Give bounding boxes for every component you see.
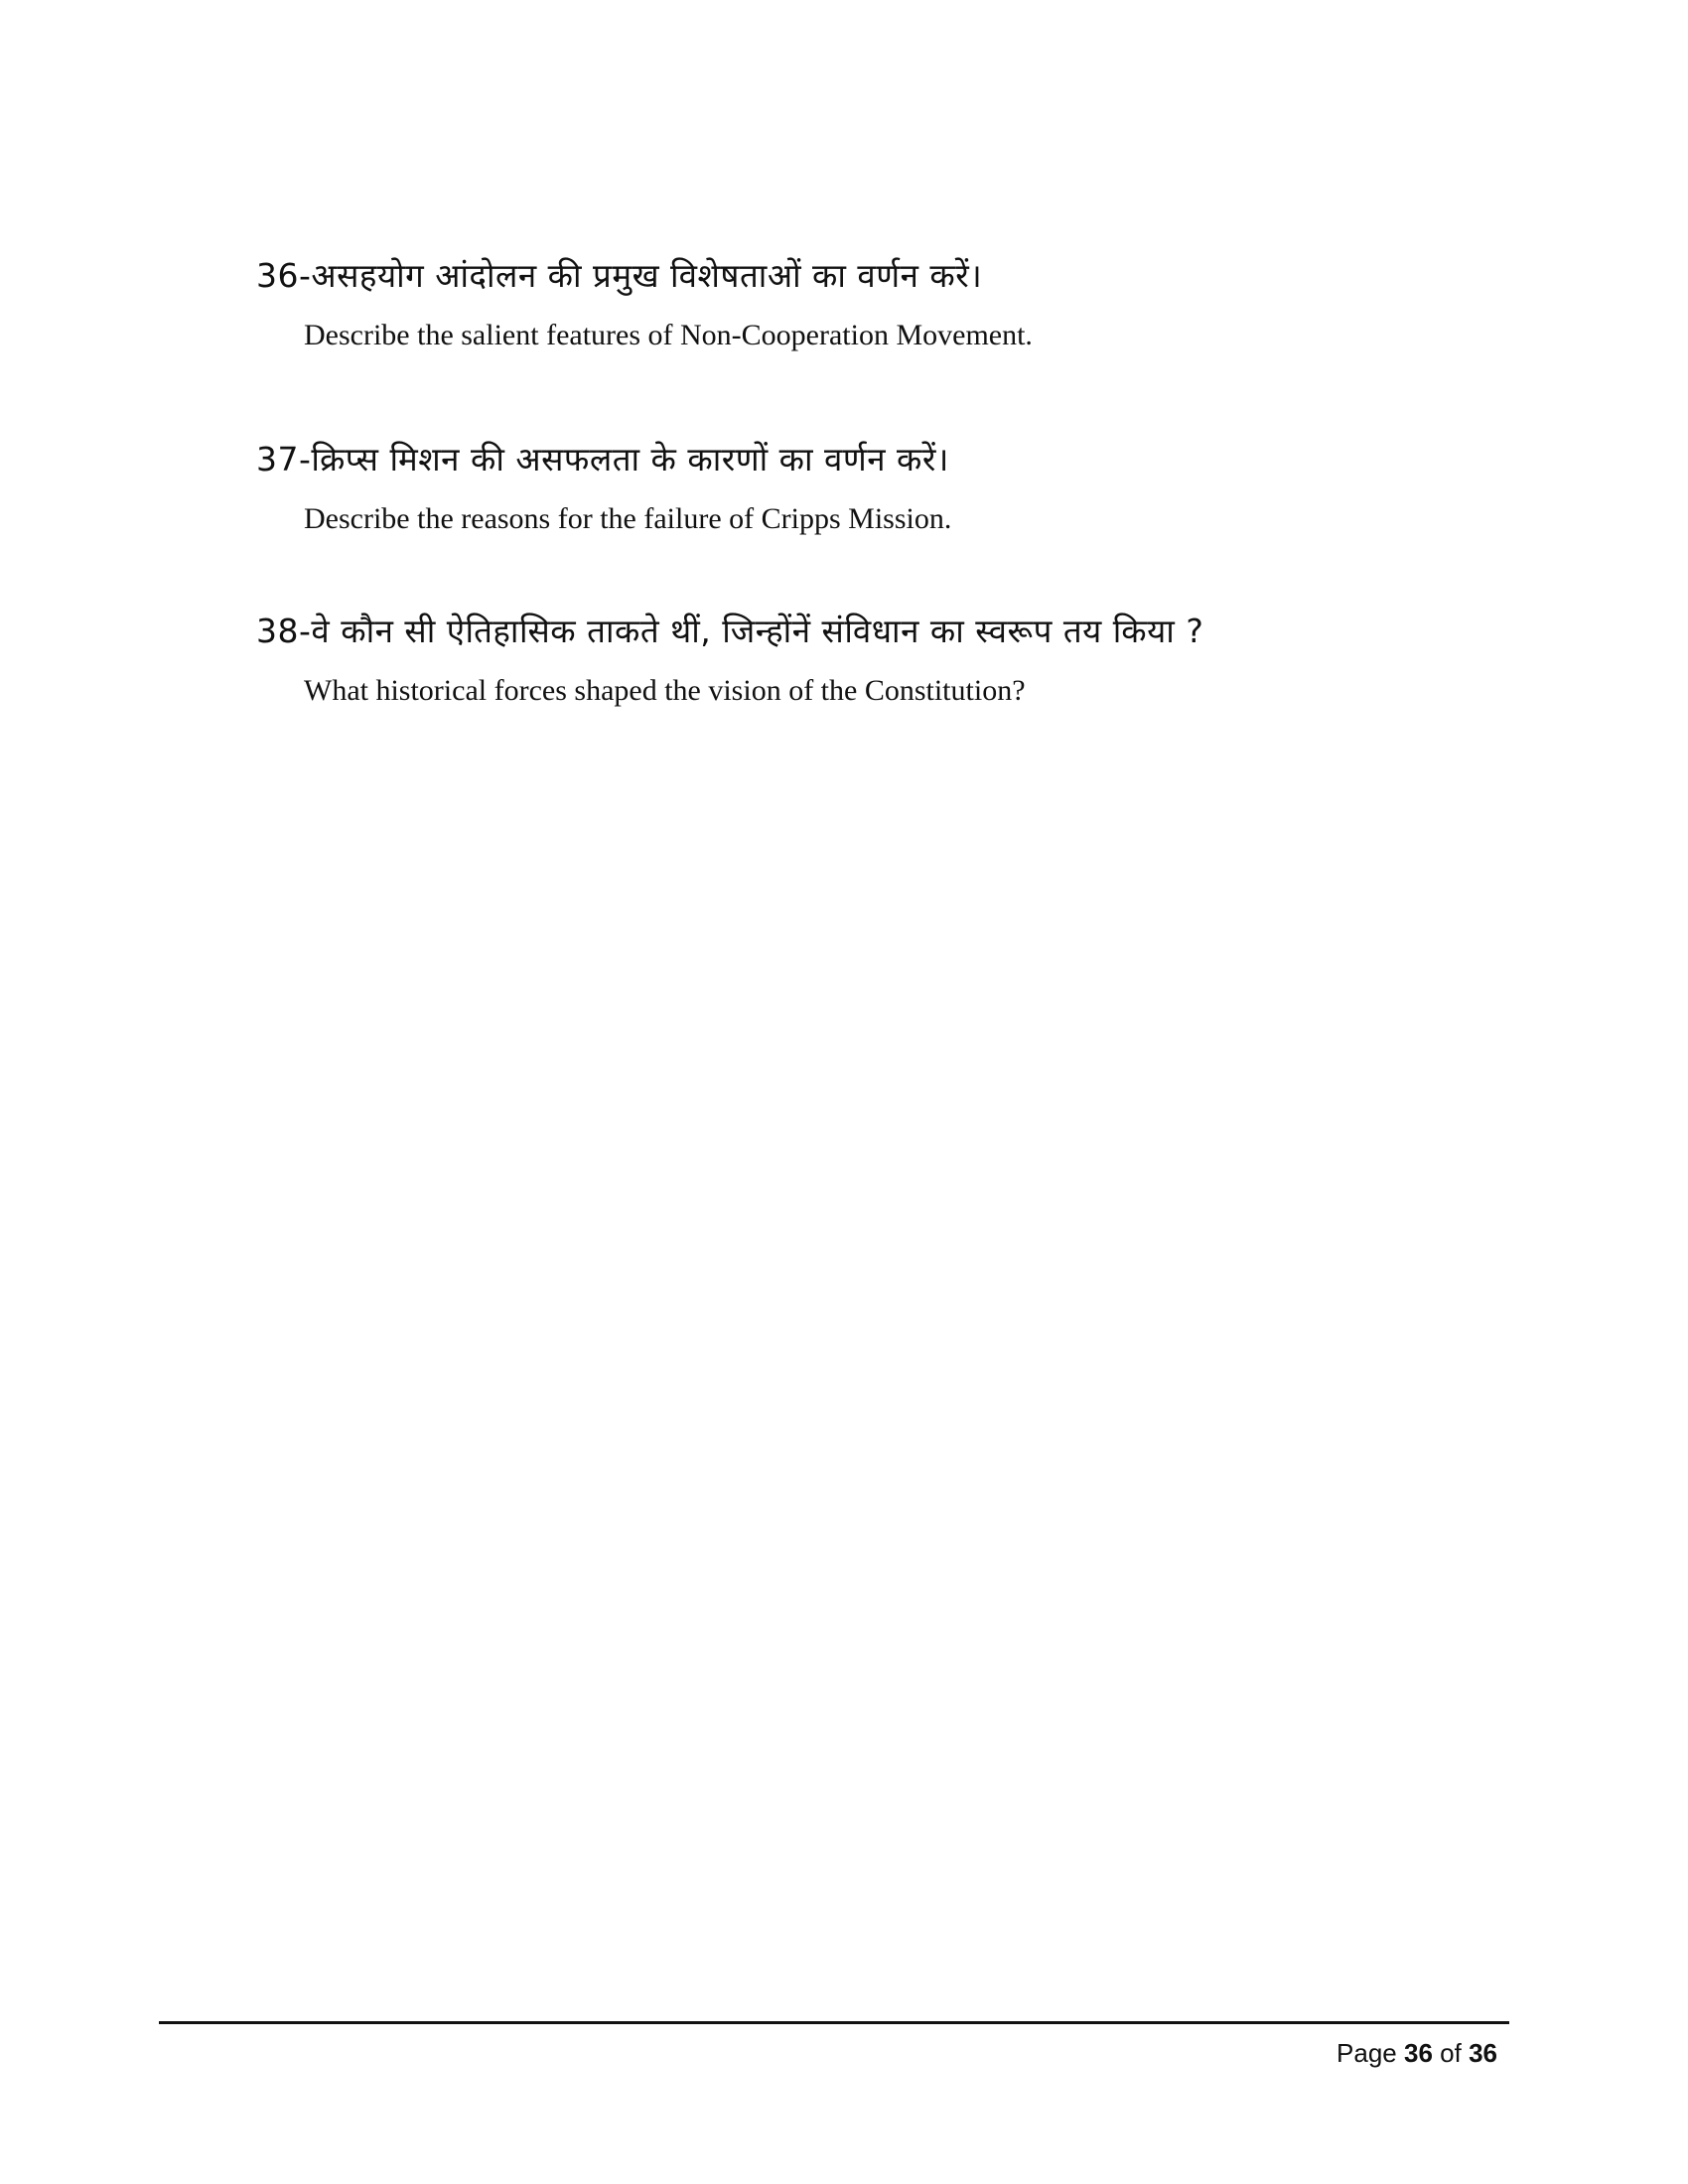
question-hindi-text: 38-वे कौन सी ऐतिहासिक ताकते थीं, जिन्होंनें संविधान का स्वरूप तय किया ? [256, 612, 1204, 650]
question-english-text: What historical forces shaped the vision of the Constitution? [304, 674, 1026, 707]
page-number [1336, 2037, 1497, 2069]
question-english-text: Describe the salient features of Non-Cooperation Movement. [304, 319, 1033, 351]
question-english-text: Describe the reasons for the failure of Cripps Mission. [304, 502, 952, 535]
page-word: Page [1336, 2038, 1397, 2068]
total-pages-number: 36 [1469, 2038, 1497, 2068]
footer-divider [159, 2021, 1509, 2024]
question-38 [256, 612, 1497, 709]
question-36 [256, 256, 1497, 353]
current-page-number: 36 [1404, 2038, 1433, 2068]
of-word: of [1440, 2038, 1462, 2068]
question-hindi-text: 36-असहयोग आंदोलन की प्रमुख विशेषताओं का वर्णन करें। [256, 256, 983, 295]
question-hindi-text: 37-क्रिप्स मिशन की असफलता के कारणों का वर्णन करें। [256, 440, 949, 478]
question-37 [256, 440, 1497, 537]
